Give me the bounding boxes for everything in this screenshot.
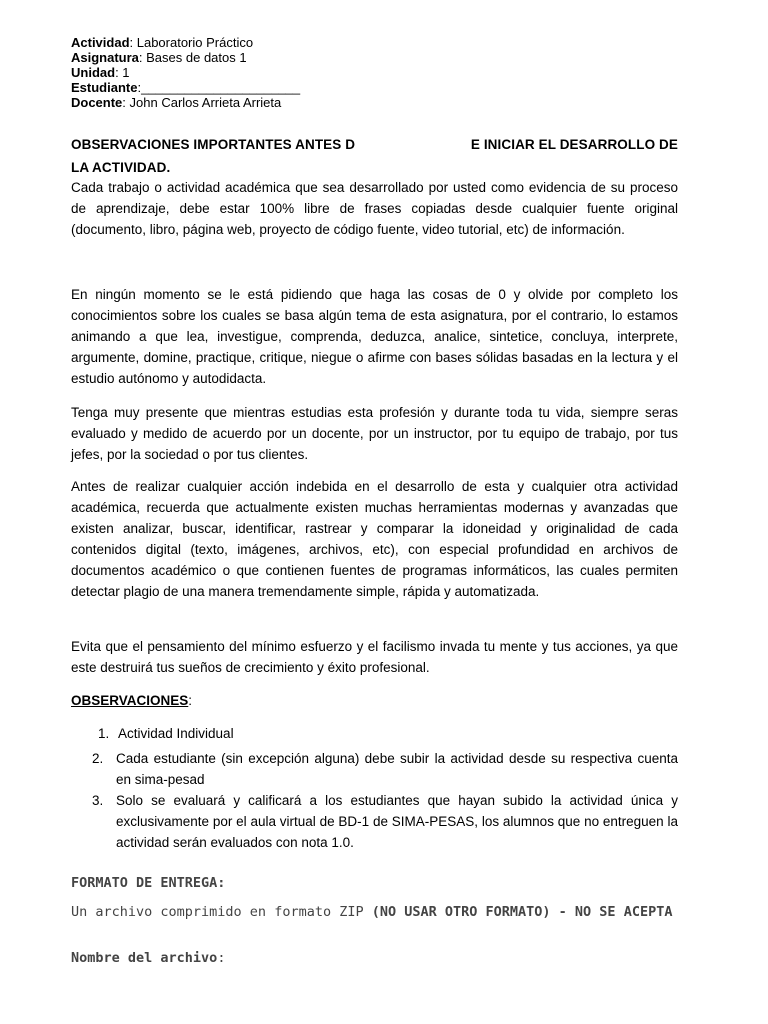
observaciones-title-text: OBSERVACIONES xyxy=(71,693,189,708)
heading-line-1 xyxy=(71,133,678,156)
nombre-archivo-label xyxy=(71,950,711,967)
list-item-text: Solo se evaluará y calificará a los estudiantes que hayan subido la actividad única y exclusivamente por el aula virtual de BD-1 de SIMA-PESAS, los alumnos que no entreguen la actividad serán evaluados con nota 1.0. xyxy=(116,793,678,850)
nombre-archivo-text: Nombre del archivo xyxy=(71,950,218,966)
actividad-value: : Laboratorio Práctico xyxy=(129,35,254,50)
list-item-text: Actividad Individual xyxy=(118,726,234,741)
paragraph-2: En ningún momento se le está pidiendo que haga las cosas de 0 y olvide por completo los conocimientos sobre los cuales se basa algún tema de esta asignatura, por el contrario, lo estamos animando a que lea, investigue, comprenda, deduzca, analice, sintetice, concluya, interprete, argumente, domine, practique, critique, niegue o afirme con bases sólidas basadas en la lectura y el estudio autónomo y autodidacta. xyxy=(71,287,678,386)
heading-part-1: OBSERVACIONES IMPORTANTES ANTES D xyxy=(71,137,356,152)
asignatura-row xyxy=(71,50,300,65)
list-item-number: 2. xyxy=(92,751,104,766)
paragraph-5: Evita que el pensamiento del mínimo esfuerzo y el facilismo invada tu mente y tus acciones, ya que este destruirá tus sueños de crecimiento y éxito profesional. xyxy=(71,639,678,675)
paragraph-1: Cada trabajo o actividad académica que sea desarrollado por usted como evidencia de su proceso de aprendizaje, debe estar 100% libre de frases copiadas desde cualquier fuente original (documento, libro, página web, proyecto de código fuente, video tutorial, etc) de información. xyxy=(71,180,678,237)
unidad-row xyxy=(71,65,300,80)
unidad-label: Unidad xyxy=(71,65,116,80)
estudiante-value: :______________________ xyxy=(137,80,301,95)
observaciones-colon: : xyxy=(188,693,193,708)
formato-text-bold: (NO USAR OTRO FORMATO) - NO SE ACEPTA xyxy=(371,904,673,920)
list-item-number: 3. xyxy=(92,793,104,808)
formato-description xyxy=(71,904,691,921)
actividad-row xyxy=(71,35,300,50)
formato-text-normal: Un archivo comprimido en formato ZIP xyxy=(71,904,372,920)
asignatura-value: : Bases de datos 1 xyxy=(138,50,247,65)
asignatura-label: Asignatura xyxy=(71,50,139,65)
estudiante-label: Estudiante xyxy=(71,80,138,95)
section-heading xyxy=(71,133,678,179)
paragraph-4: Antes de realizar cualquier acción indebida en el desarrollo de esta y cualquier otra actividad académica, recuerda que actualmente existen muchas herramientas modernas y avanzadas que existen analizar, buscar, identificar, rastrear y comparar la idoneidad y originalidad de cada contenidos digital (texto, imágenes, archivos, etc), con especial profundidad en archivos de documentos académico o que contienen fuentes de programas informáticos, las cuales permiten detectar plagio de una manera tremendamente simple, rápida y automatizada. xyxy=(71,479,678,599)
heading-part-2: E INICIAR EL DESARROLLO DE xyxy=(470,137,678,152)
observaciones-title xyxy=(71,690,192,711)
estudiante-row xyxy=(71,80,300,95)
docente-value: : John Carlos Arrieta Arrieta xyxy=(122,95,282,110)
formato-title-text: FORMATO DE ENTREGA: xyxy=(71,875,226,891)
paragraph-3: Tenga muy presente que mientras estudias esta profesión y durante toda tu vida, siempre seras evaluado y medido de acuerdo por un docente, por un instructor, por tu equipo de trabajo, por tus jefes, por la sociedad o por tus clientes. xyxy=(71,405,678,462)
formato-title xyxy=(71,875,711,892)
docente-label: Docente xyxy=(71,95,123,110)
actividad-label: Actividad xyxy=(71,35,130,50)
list-item-number: 1. xyxy=(98,726,110,741)
list-item-text: Cada estudiante (sin excepción alguna) debe subir la actividad desde su respectiva cuenta en sima-pesad xyxy=(116,751,678,787)
heading-line-2: LA ACTIVIDAD. xyxy=(71,160,171,175)
docente-row xyxy=(71,95,300,110)
document-header xyxy=(71,35,300,110)
nombre-archivo-colon: : xyxy=(217,950,226,966)
unidad-value: : 1 xyxy=(115,65,130,80)
